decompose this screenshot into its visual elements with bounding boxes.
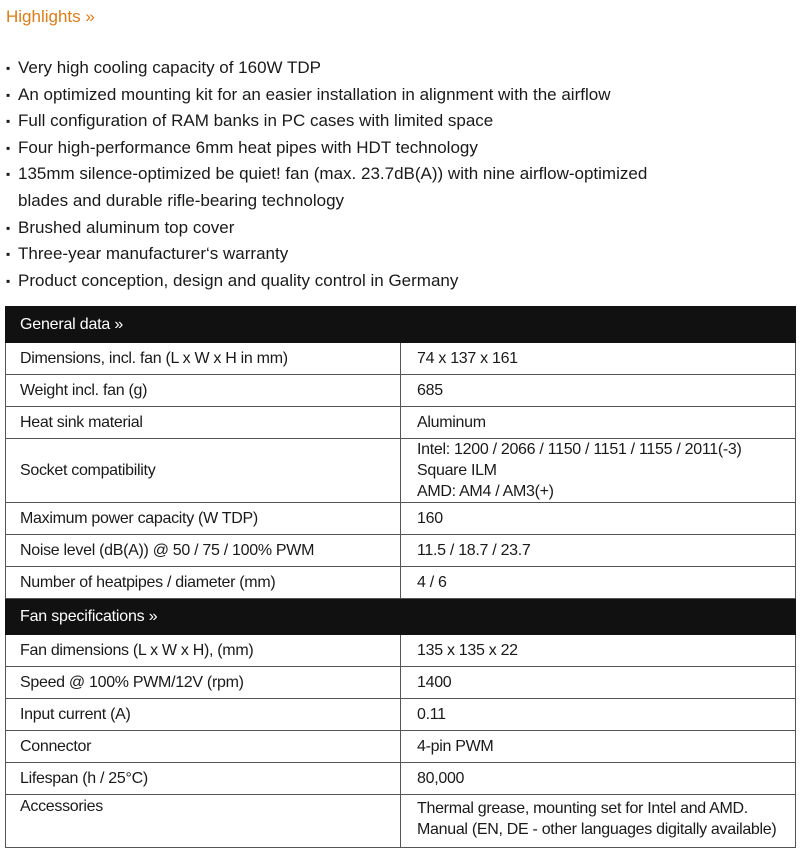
spec-value: 74 x 137 x 161 [401, 343, 796, 375]
section-title: General data » [20, 315, 124, 333]
table-row [6, 503, 796, 535]
spec-value: Thermal grease, mounting set for Intel and AMD. Manual (EN, DE - other languages digitally available) [401, 795, 796, 848]
spec-value: 4-pin PWM [401, 731, 796, 763]
bullet-icon: ▪ [6, 114, 11, 129]
table-row [6, 763, 796, 795]
table-row [6, 667, 796, 699]
table-row [6, 635, 796, 667]
spec-key: Fan dimensions (L x W x H), (mm) [6, 635, 401, 667]
bullet-icon: ▪ [6, 140, 11, 155]
spec-value: 11.5 / 18.7 / 23.7 [401, 535, 796, 567]
bullet-icon: ▪ [6, 87, 11, 102]
list-item: ▪ Full configuration of RAM banks in PC cases with limited space [4, 108, 794, 135]
spec-table [5, 306, 796, 848]
table-row [6, 375, 796, 407]
table-row [6, 407, 796, 439]
spec-key: Socket compatibility [6, 439, 401, 503]
spec-key: Dimensions, incl. fan (L x W x H in mm) [6, 343, 401, 375]
spec-value: 0.11 [401, 699, 796, 731]
list-item: ▪ Four high-performance 6mm heat pipes with HDT technology [4, 135, 794, 162]
bullet-icon: ▪ [6, 247, 11, 262]
spec-value: Aluminum [401, 407, 796, 439]
section-header-general [6, 307, 796, 343]
spec-key: Maximum power capacity (W TDP) [6, 503, 401, 535]
spec-key: Lifespan (h / 25°C) [6, 763, 401, 795]
list-item: ▪ Product conception, design and quality control in Germany [4, 268, 794, 295]
table-row [6, 535, 796, 567]
spec-value: 80,000 [401, 763, 796, 795]
spec-key: Noise level (dB(A)) @ 50 / 75 / 100% PWM [6, 535, 401, 567]
list-item: ▪ Brushed aluminum top cover [4, 215, 794, 242]
spec-value: 160 [401, 503, 796, 535]
highlights-list [4, 55, 794, 294]
spec-value: 685 [401, 375, 796, 407]
table-row [6, 567, 796, 599]
list-item-continuation: blades and durable rifle-bearing technology [18, 190, 345, 210]
table-row [6, 795, 796, 848]
spec-key: Number of heatpipes / diameter (mm) [6, 567, 401, 599]
spec-value: 4 / 6 [401, 567, 796, 599]
section-title: Fan specifications » [20, 607, 158, 625]
spec-key: Heat sink material [6, 407, 401, 439]
spec-value: 135 x 135 x 22 [401, 635, 796, 667]
table-row [6, 439, 796, 503]
list-item: ▪ 135mm silence-optimized be quiet! fan (max. 23.7dB(A)) with nine airflow-optimized blades and durable rifle-bearing technology [4, 161, 794, 214]
bullet-icon: ▪ [6, 273, 11, 288]
bullet-icon: ▪ [6, 220, 11, 235]
table-row [6, 343, 796, 375]
list-item: ▪ Three-year manufacturer‘s warranty [4, 241, 794, 268]
table-row [6, 699, 796, 731]
spec-key: Weight incl. fan (g) [6, 375, 401, 407]
spec-value: 1400 [401, 667, 796, 699]
list-item: ▪ An optimized mounting kit for an easier installation in alignment with the airflow [4, 82, 794, 109]
spec-key: Accessories [6, 795, 401, 848]
bullet-icon: ▪ [6, 167, 11, 182]
spec-key: Speed @ 100% PWM/12V (rpm) [6, 667, 401, 699]
bullet-icon: ▪ [6, 61, 11, 75]
spec-value: Intel: 1200 / 2066 / 1150 / 1151 / 1155 / 2011(-3) Square ILM AMD: AM4 / AM3(+) [401, 439, 796, 503]
spec-key: Input current (A) [6, 699, 401, 731]
spec-key: Connector [6, 731, 401, 763]
section-header-fan [6, 599, 796, 635]
highlights-heading: Highlights » [6, 7, 95, 26]
list-item: ▪ Very high cooling capacity of 160W TDP [4, 55, 794, 82]
table-row [6, 731, 796, 763]
